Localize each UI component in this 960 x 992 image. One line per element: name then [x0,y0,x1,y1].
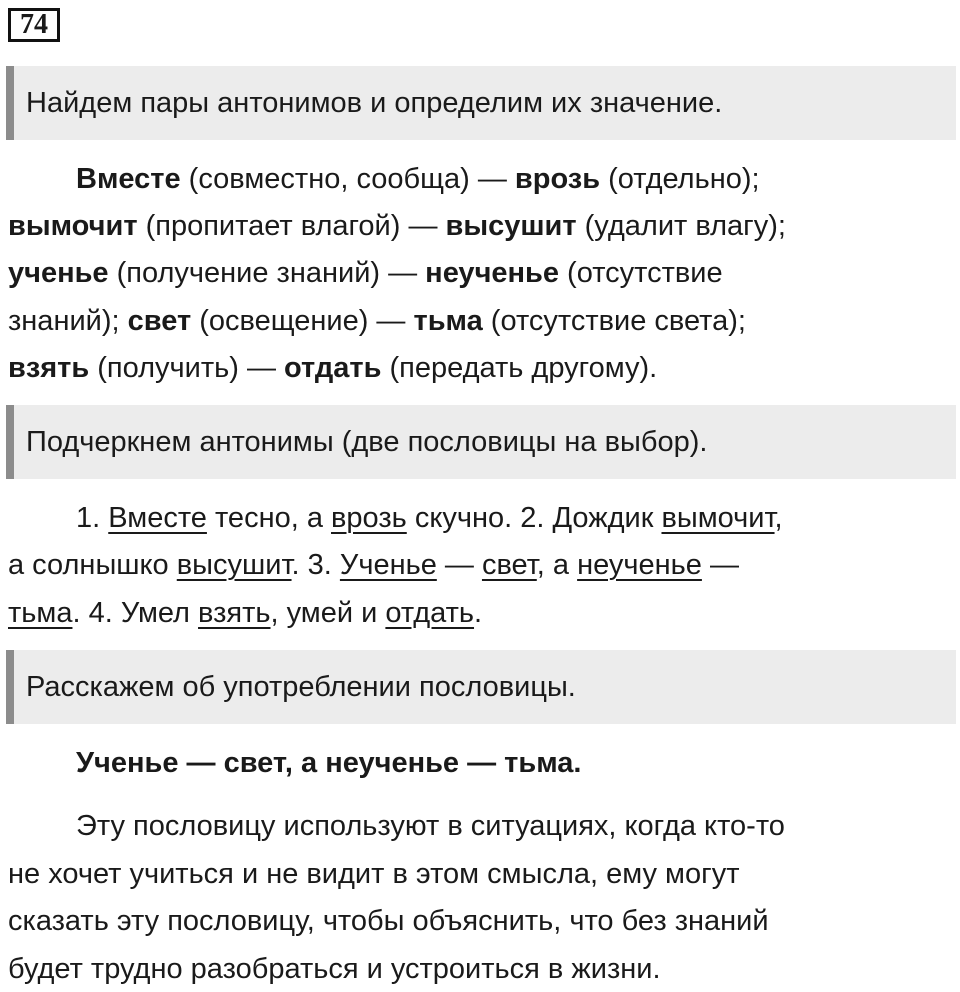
text-run: Эту пословицу используют в ситуациях, когда кто-то [76,810,785,842]
text-run: (отдельно); [600,163,760,195]
text-run: (освещение) — [191,305,414,337]
bold-term: ученье [8,257,109,289]
text-run: не хочет учиться и не видит в этом смысла, ему могут [8,858,740,890]
text-line [8,348,657,388]
text-run: (совместно, сообща) — [180,163,515,195]
bold-term: тьма [413,305,483,337]
underlined-antonym: врозь [331,502,407,534]
text-run: (отсутствие [559,257,723,289]
text-run: (передать другому). [381,352,658,384]
text-run: тесно, а [206,502,332,534]
underlined-antonym: взять [198,597,271,629]
bold-term: вымочит [8,210,138,242]
text-run: . 4. Умел [72,597,199,629]
underlined-antonym: отдать [385,597,475,629]
bold-term: взять [8,352,90,384]
text-run: (пропитает влагой) — [137,210,446,242]
text-run: сказать эту пословицу, чтобы объяснить, что без знаний [8,905,769,937]
text-line [76,159,760,199]
text-line [8,301,746,341]
text-run: , а [536,549,578,581]
underlined-antonym: Ученье [339,549,437,581]
text-run: , умей и [270,597,386,629]
bold-term: высушит [445,210,577,242]
bold-term: врозь [514,163,601,195]
text-run: скучно. 2. Дождик [406,502,662,534]
underlined-antonym: высушит [176,549,292,581]
text-line [8,206,786,246]
section-heading-proverb-usage: Расскажем об употреблении пословицы. [6,650,956,724]
text-line [8,901,769,941]
underlined-antonym: Вместе [108,502,207,534]
text-line [76,498,783,538]
bold-term: Вместе [76,163,181,195]
text-run: — [701,549,739,581]
text-line [8,593,482,633]
text-line [8,854,740,894]
bold-term: свет [127,305,192,337]
text-run: (отсутствие света); [482,305,746,337]
task-number: 74 [8,8,60,42]
text-run: . 3. [291,549,340,581]
underlined-antonym: тьма [8,597,73,629]
text-run: (удалит влагу); [576,210,786,242]
text-line [76,806,785,846]
section-heading-underline-antonyms: Подчеркнем антонимы (две пословицы на выбор). [6,405,956,479]
underlined-antonym: свет [481,549,537,581]
text-run: , [774,502,783,534]
section-heading-antonym-pairs: Найдем пары антонимов и определим их значение. [6,66,956,140]
text-run: (получить) — [89,352,285,384]
text-run: знаний); [8,305,128,337]
text-line [8,253,723,293]
underlined-antonym: вымочит [661,502,775,534]
bold-term: неученье [425,257,559,289]
text-run: 1. [76,502,109,534]
text-run: . [474,597,483,629]
text-run: — [436,549,482,581]
bold-term: отдать [284,352,382,384]
text-run: (получение знаний) — [108,257,426,289]
proverb-text: Ученье — свет, а неученье — тьма. [76,747,582,779]
underlined-antonym: неученье [577,549,702,581]
text-run: а солнышко [8,549,177,581]
text-line [8,949,661,989]
text-run: будет трудно разобраться и устроиться в жизни. [8,953,661,985]
text-line [8,545,739,585]
